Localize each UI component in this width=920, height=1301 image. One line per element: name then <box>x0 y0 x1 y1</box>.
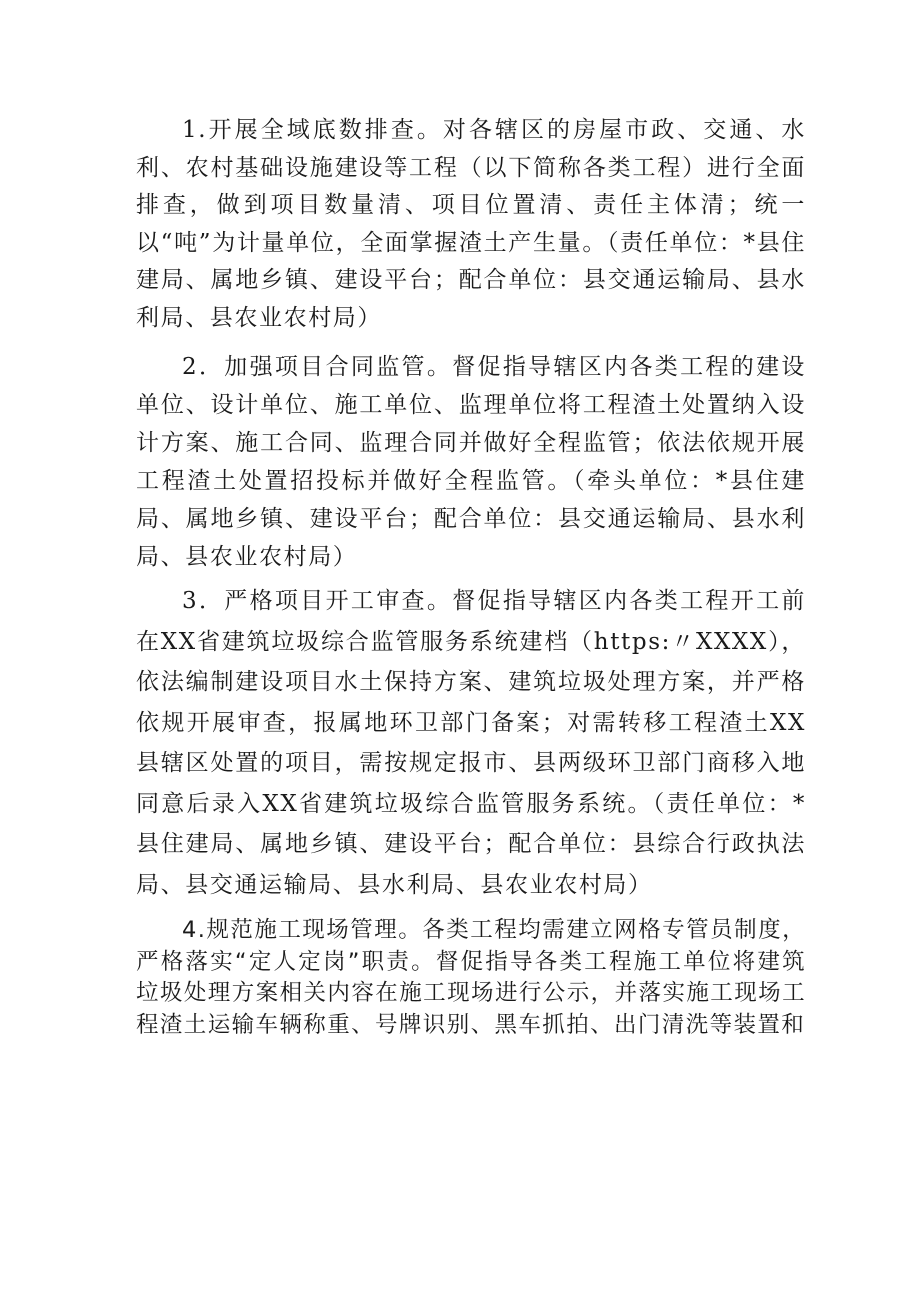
paragraph-4: 4.规范施工现场管理。各类工程均需建立网格专管员制度，严格落实“定人定岗”职责。督促指导各类工程施工单位将建筑垃圾处理方案相关内容在施工现场进行公示，并落实施工现场工程渣土运输车辆称重、号牌识别、黑车抓拍、出门清洗等装置和 <box>136 917 806 1038</box>
paragraph-3: 3．严格项目开工审查。督促指导辖区内各类工程开工前在XX省建筑垃圾综合监管服务系统建档（https:〃XXXX），依法编制建设项目水土保持方案、建筑垃圾处理方案，并严格依规开展审查，报属地环卫部门备案；对需转移工程渣土XX县辖区处置的项目，需按规定报市、县两级环卫部门商移入地同意后录入XX省建筑垃圾综合监管服务系统。（责任单位：*县住建局、属地乡镇、建设平台；配合单位：县综合行政执法局、县交通运输局、县水利局、县农业农村局） <box>136 588 806 898</box>
paragraph-1: 1.开展全域底数排查。对各辖区的房屋市政、交通、水利、农村基础设施建设等工程（以下简称各类工程）进行全面排查，做到项目数量清、项目位置清、责任主体清；统一以“吨”为计量单位，全面掌握渣土产生量。（责任单位：*县住建局、属地乡镇、建设平台；配合单位：县交通运输局、县水利局、县农业农村局） <box>136 117 806 331</box>
document-body <box>136 112 806 1041</box>
paragraph-2: 2．加强项目合同监管。督促指导辖区内各类工程的建设单位、设计单位、施工单位、监理单位将工程渣土处置纳入设计方案、施工合同、监理合同并做好全程监管；依法依规开展工程渣土处置招投标并做好全程监管。（牵头单位：*县住建局、属地乡镇、建设平台；配合单位：县交通运输局、县水利局、县农业农村局） <box>136 354 806 570</box>
